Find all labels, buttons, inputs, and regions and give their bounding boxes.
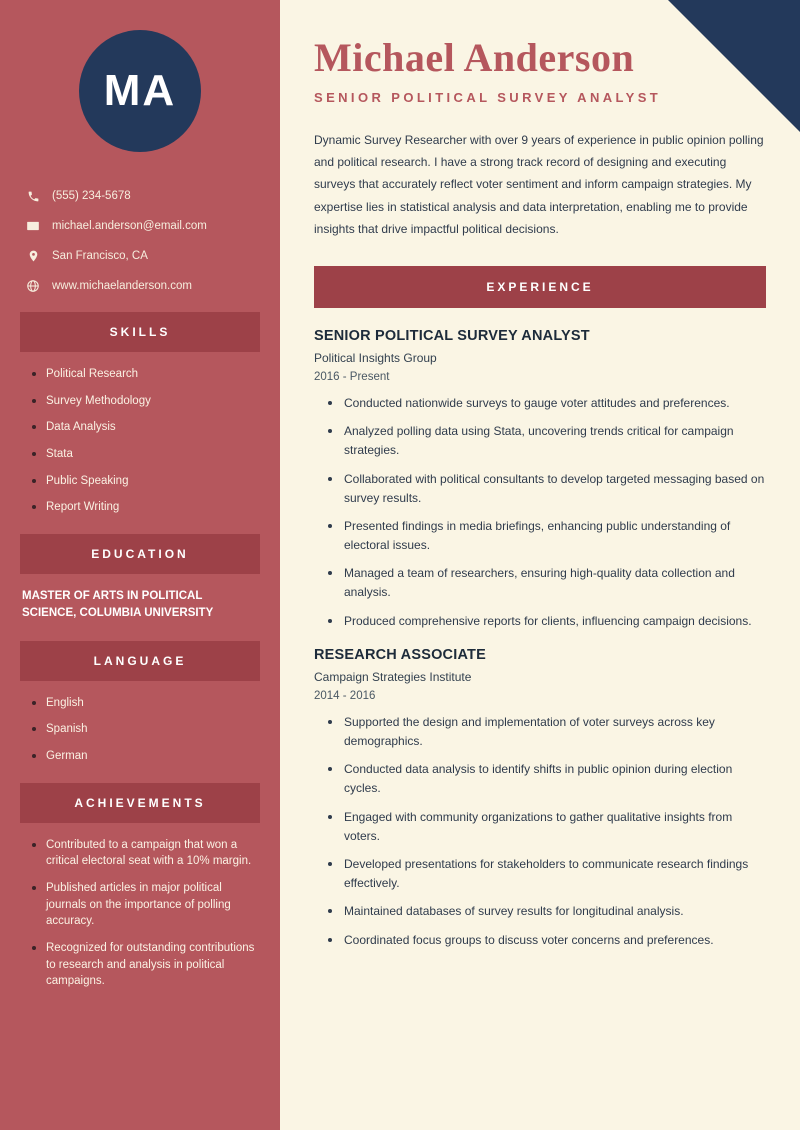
experience-title: SENIOR POLITICAL SURVEY ANALYST <box>314 327 590 344</box>
list-item: Public Speaking <box>32 473 260 490</box>
list-item: Collaborated with political consultants to develop targeted messaging based on survey results. <box>328 470 766 508</box>
education-heading: EDUCATION <box>20 534 260 574</box>
list-item: English <box>32 695 260 712</box>
page-title: Michael Anderson <box>314 35 635 80</box>
contact-email-text: michael.anderson@email.com <box>52 220 207 232</box>
skills-list <box>20 366 260 516</box>
list-item: Conducted data analysis to identify shifts in public opinion during election cycles. <box>328 760 766 798</box>
contact-phone[interactable] <box>22 188 260 204</box>
list-item: German <box>32 748 260 765</box>
experience-heading: EXPERIENCE <box>314 266 766 308</box>
contact-list <box>20 188 260 294</box>
contact-website[interactable] <box>22 278 260 294</box>
phone-icon <box>22 188 44 204</box>
language-list <box>20 695 260 765</box>
list-item: Presented findings in media briefings, enhancing public understanding of electoral issues. <box>328 517 766 555</box>
contact-phone-text: (555) 234-5678 <box>52 190 131 202</box>
list-item: Engaged with community organizations to gather qualitative insights from voters. <box>328 808 766 846</box>
list-item: Contributed to a campaign that won a critical electoral seat with a 10% margin. <box>32 837 260 870</box>
list-item: Recognized for outstanding contributions to research and analysis in political campaigns. <box>32 940 260 990</box>
language-heading: LANGUAGE <box>20 641 260 681</box>
sidebar <box>0 0 280 1130</box>
envelope-icon <box>22 218 44 234</box>
list-item: Published articles in major political journals on the importance of polling accuracy. <box>32 880 260 930</box>
achievements-heading: ACHIEVEMENTS <box>20 783 260 823</box>
list-item: Data Analysis <box>32 419 260 436</box>
navy-corner-decoration <box>668 0 800 132</box>
avatar: MA <box>79 30 201 152</box>
main-content <box>280 0 800 1130</box>
list-item: Supported the design and implementation of voter surveys across key demographics. <box>328 713 766 751</box>
job-role-subtitle: SENIOR POLITICAL SURVEY ANALYST <box>314 90 662 105</box>
list-item: Stata <box>32 446 260 463</box>
list-item: Produced comprehensive reports for clients, influencing campaign decisions. <box>328 612 766 631</box>
contact-location[interactable] <box>22 248 260 264</box>
skills-heading: SKILLS <box>20 312 260 352</box>
experience-entry <box>314 328 766 631</box>
experience-organization: Political Insights Group <box>314 350 437 365</box>
experience-bullets <box>314 713 766 950</box>
list-item: Maintained databases of survey results for longitudinal analysis. <box>328 902 766 921</box>
list-item: Report Writing <box>32 499 260 516</box>
location-pin-icon <box>22 248 44 264</box>
experience-title: RESEARCH ASSOCIATE <box>314 646 486 663</box>
contact-email[interactable] <box>22 218 260 234</box>
achievements-list <box>20 837 260 990</box>
education-entry: MASTER OF ARTS IN POLITICAL SCIENCE, COLUMBIA UNIVERSITY <box>22 590 214 620</box>
list-item: Managed a team of researchers, ensuring high-quality data collection and analysis. <box>328 564 766 602</box>
experience-entry <box>314 647 766 950</box>
experience-dates: 2016 - Present <box>314 370 390 383</box>
experience-organization: Campaign Strategies Institute <box>314 669 472 684</box>
list-item: Developed presentations for stakeholders to communicate research findings effectively. <box>328 855 766 893</box>
list-item: Conducted nationwide surveys to gauge voter attitudes and preferences. <box>328 394 766 413</box>
experience-bullets <box>314 394 766 631</box>
experience-dates: 2014 - 2016 <box>314 689 376 702</box>
list-item: Survey Methodology <box>32 393 260 410</box>
list-item: Coordinated focus groups to discuss voter concerns and preferences. <box>328 931 766 950</box>
avatar-container <box>20 0 260 152</box>
globe-icon <box>22 278 44 294</box>
profile-summary: Dynamic Survey Researcher with over 9 years of experience in public opinion polling and political research. I have a strong track record of designing and executing surveys that accurately reflect voter sentiment and inform campaign strategies. My expertise lies in statistical analysis and data interpretation, enabling me to provide insights that drive impactful political decisions. <box>314 133 764 236</box>
contact-website-text: www.michaelanderson.com <box>52 280 192 292</box>
list-item: Spanish <box>32 721 260 738</box>
contact-location-text: San Francisco, CA <box>52 250 148 262</box>
list-item: Political Research <box>32 366 260 383</box>
list-item: Analyzed polling data using Stata, uncovering trends critical for campaign strategies. <box>328 422 766 460</box>
